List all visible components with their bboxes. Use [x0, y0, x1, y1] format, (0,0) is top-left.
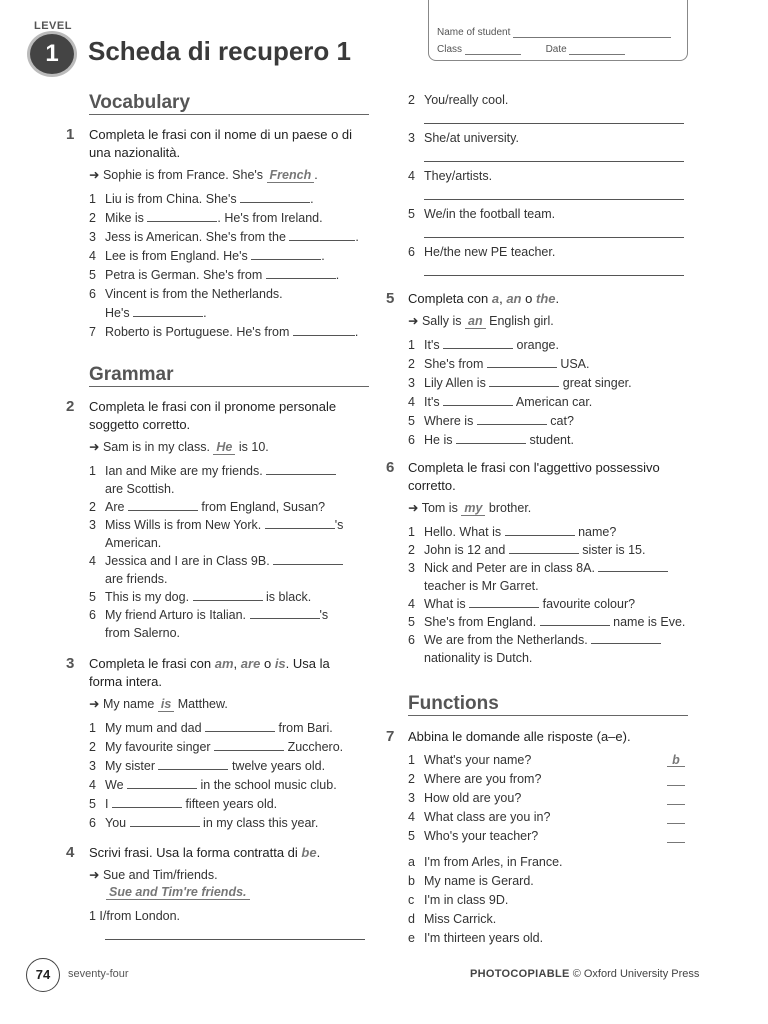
- question-text: What class are you in?: [424, 810, 551, 824]
- answer-blank[interactable]: [128, 498, 198, 511]
- item-text-after: . He's from Ireland.: [217, 211, 323, 225]
- exercise-item: [89, 247, 325, 265]
- item-text-after: American car.: [513, 395, 593, 409]
- exercise-item: 1 I/from London.: [89, 909, 181, 923]
- item-text: American.: [105, 536, 162, 550]
- item-text: My mum and dad: [105, 721, 202, 735]
- answer-blank[interactable]: [469, 595, 539, 608]
- answer-blank[interactable]: [251, 247, 321, 260]
- item-text: It's: [424, 338, 440, 352]
- item-number: 6: [89, 816, 96, 830]
- item-number: 4: [408, 169, 415, 183]
- item-number: 3: [408, 561, 415, 575]
- exercise-instruction: Completa le frasi con l'aggettivo possessivo corretto.: [408, 460, 660, 493]
- exercise-instruction: Completa le frasi con il nome di un paese o di una nazionalità.: [89, 127, 353, 160]
- item-number: 2: [89, 211, 96, 225]
- item-text-after: .: [321, 249, 325, 263]
- item-text: She's from: [424, 357, 484, 371]
- example-answer: Sue and Tim're friends.: [106, 883, 250, 901]
- example-answer: is: [158, 697, 174, 712]
- item-number: 4: [89, 554, 96, 568]
- answer-blank[interactable]: [443, 336, 513, 349]
- page-word: seventy-four: [68, 968, 129, 980]
- exercise-item: [89, 757, 325, 775]
- item-number: 2: [408, 357, 415, 371]
- option-letter: b: [408, 874, 415, 888]
- example-sentence: ➜ My name is Matthew.: [89, 697, 228, 711]
- exercise-item: [408, 167, 492, 185]
- option-text: I'm in class 9D.: [424, 893, 509, 907]
- item-number: 2: [89, 740, 96, 754]
- answer-line[interactable]: [424, 274, 684, 276]
- item-number: 7: [89, 325, 96, 339]
- item-text: are friends.: [105, 572, 168, 586]
- answer-blank[interactable]: [265, 516, 335, 529]
- item-text-after: USA.: [556, 357, 590, 371]
- answer-blank[interactable]: [147, 209, 217, 222]
- class-field[interactable]: [465, 44, 521, 55]
- exercise-item: [408, 412, 574, 430]
- item-text: Petra is German. She's from: [105, 268, 263, 282]
- item-text-after: .: [354, 325, 359, 339]
- exercise-item: [408, 243, 555, 261]
- exercise-item: [89, 266, 339, 284]
- option-text: I'm thirteen years old.: [424, 931, 544, 945]
- answer-blank[interactable]: [240, 190, 310, 203]
- item-number: 5: [89, 797, 96, 811]
- item-text-after: in my class this year.: [199, 816, 319, 830]
- item-text: You: [105, 816, 127, 830]
- answer-blank[interactable]: [505, 523, 575, 536]
- answer-blank[interactable]: [289, 228, 355, 241]
- item-number: 3: [89, 230, 96, 244]
- answer-blank[interactable]: [133, 304, 203, 317]
- exercise-number: 1: [66, 126, 75, 143]
- item-text: This is my dog.: [105, 590, 190, 604]
- answer-blank[interactable]: [193, 588, 263, 601]
- item-text: nationality is Dutch.: [424, 651, 533, 665]
- exercise-item: [408, 336, 559, 354]
- copyright-text: © Oxford University Press: [572, 968, 700, 980]
- exercise-item: [89, 776, 337, 794]
- exercise-instruction: Scrivi frasi. Usa la forma contratta di be.: [89, 845, 321, 860]
- example-sentence: ➜ Sam is in my class. He is 10.: [89, 440, 269, 454]
- exercise-item: [408, 129, 519, 147]
- answer-blank[interactable]: [598, 559, 668, 572]
- exercise-item: [89, 534, 161, 552]
- example-answer: my: [461, 501, 485, 516]
- item-text-after: .: [203, 306, 207, 320]
- item-text: Lee is from England. He's: [105, 249, 248, 263]
- item-text-after: Zucchero.: [284, 740, 344, 754]
- answer-blank[interactable]: [130, 814, 200, 827]
- item-text: Ian and Mike are my friends.: [105, 464, 263, 478]
- item-number: 6: [408, 245, 415, 259]
- match-answer-blank[interactable]: [667, 827, 685, 843]
- example-answer: French: [267, 168, 315, 183]
- item-text: They/artists.: [424, 169, 493, 183]
- answer-blank[interactable]: [293, 323, 355, 336]
- example-answer: an: [465, 314, 486, 329]
- option-letter: a: [408, 855, 415, 869]
- item-text-after: favourite colour?: [539, 597, 636, 611]
- date-field[interactable]: [569, 44, 625, 55]
- option-text: I'm from Arles, in France.: [424, 855, 563, 869]
- exercise-item: [89, 498, 325, 516]
- item-number: 6: [408, 433, 415, 447]
- exercise-item: [89, 588, 311, 606]
- item-text: My sister: [105, 759, 155, 773]
- item-number: 3: [408, 376, 415, 390]
- example-answer: He: [213, 440, 235, 455]
- item-text-after: in the school music club.: [197, 778, 337, 792]
- exercise-number: 4: [66, 844, 75, 861]
- item-text: Mike is: [105, 211, 144, 225]
- item-text: Jess is American. She's from the: [105, 230, 286, 244]
- exercise-item: [408, 631, 661, 649]
- option-text: My name is Gerard.: [424, 874, 534, 888]
- exercise-item: [408, 374, 632, 392]
- item-number: 2: [408, 93, 415, 107]
- item-text: Hello. What is: [424, 525, 502, 539]
- answer-blank[interactable]: [540, 613, 610, 626]
- item-text: Lily Allen is: [424, 376, 486, 390]
- answer-blank[interactable]: [266, 462, 336, 475]
- exercise-item: [408, 355, 590, 373]
- question-item: [408, 827, 538, 845]
- item-text-after: name is Eve.: [609, 615, 686, 629]
- exercise-item: [408, 559, 668, 577]
- question-text: Where are you from?: [424, 772, 542, 786]
- item-text-after: .: [355, 230, 359, 244]
- answer-blank[interactable]: [250, 606, 320, 619]
- photocopiable-label: PHOTOCOPIABLE: [470, 968, 570, 980]
- answer-blank[interactable]: [456, 431, 526, 444]
- item-number: 6: [89, 287, 96, 301]
- item-number: 5: [408, 414, 415, 428]
- answer-blank[interactable]: [509, 541, 579, 554]
- item-text: He is: [424, 433, 453, 447]
- item-text-after: name?: [574, 525, 617, 539]
- question-item: [408, 789, 521, 807]
- item-text-after: 's: [334, 518, 344, 532]
- item-number: 4: [408, 810, 415, 824]
- item-text-after: orange.: [513, 338, 559, 352]
- exercise-item: [89, 323, 358, 341]
- exercise-item: [89, 190, 314, 208]
- item-text: We/in the football team.: [424, 207, 556, 221]
- example-sentence: ➜ Sue and Tim/friends.: [89, 868, 218, 882]
- answer-blank[interactable]: [127, 776, 197, 789]
- answer-blank[interactable]: [214, 738, 284, 751]
- exercise-number: 7: [386, 728, 395, 745]
- level-number: 1: [30, 34, 74, 74]
- exercise-number: 3: [66, 655, 75, 672]
- item-text: What is: [424, 597, 466, 611]
- exercise-item: [89, 624, 180, 642]
- item-text-after: sister is 15.: [578, 543, 646, 557]
- answer-option: [408, 910, 496, 928]
- exercise-item: [408, 613, 685, 631]
- item-text: Liu is from China. She's: [105, 192, 237, 206]
- item-text: Where is: [424, 414, 474, 428]
- question-text: How old are you?: [424, 791, 522, 805]
- item-number: 3: [408, 791, 415, 805]
- option-letter: e: [408, 931, 415, 945]
- exercise-item: [89, 719, 333, 737]
- exercise-instruction: Abbina le domande alle risposte (a–e).: [408, 729, 631, 744]
- item-number: 4: [408, 395, 415, 409]
- item-text-after: fifteen years old.: [181, 797, 278, 811]
- answer-blank[interactable]: [273, 552, 343, 565]
- answer-blank[interactable]: [158, 757, 228, 770]
- exercise-item: [89, 795, 277, 813]
- item-number: 5: [408, 615, 415, 629]
- exercise-item: [408, 393, 592, 411]
- answer-line[interactable]: [424, 160, 684, 162]
- item-number: 3: [89, 759, 96, 773]
- answer-option: [408, 929, 543, 947]
- answer-blank[interactable]: [205, 719, 275, 732]
- item-number: 1: [408, 753, 415, 767]
- exercise-item: [89, 209, 323, 227]
- exercise-item: [89, 552, 343, 570]
- item-number: 2: [89, 500, 96, 514]
- exercise-item: [408, 649, 532, 667]
- answer-blank[interactable]: [266, 266, 336, 279]
- answer-blank[interactable]: [443, 393, 513, 406]
- item-number: 6: [89, 608, 96, 622]
- page-number: 74: [26, 958, 60, 992]
- exercise-number: 2: [66, 398, 75, 415]
- item-text-after: .: [310, 192, 314, 206]
- item-text: You/really cool.: [424, 93, 509, 107]
- item-text-after: cat?: [546, 414, 574, 428]
- answer-option: [408, 872, 534, 890]
- exercise-item: [89, 228, 359, 246]
- answer-line[interactable]: [424, 198, 684, 200]
- item-text: She's from England.: [424, 615, 537, 629]
- answer-blank[interactable]: [477, 412, 547, 425]
- question-item: [408, 751, 531, 769]
- item-text-after: .: [335, 268, 340, 282]
- exercise-item: [89, 516, 343, 534]
- date-label: Date: [545, 44, 567, 55]
- match-answer-blank[interactable]: b: [667, 751, 685, 767]
- question-text: What's your name?: [424, 753, 532, 767]
- item-text: Nick and Peter are in class 8A.: [424, 561, 595, 575]
- name-field[interactable]: [513, 27, 671, 38]
- item-text: Roberto is Portuguese. He's from: [105, 325, 290, 339]
- option-text: Miss Carrick.: [424, 912, 497, 926]
- item-text-after: from England, Susan?: [197, 500, 326, 514]
- item-text: Vincent is from the Netherlands.: [105, 287, 283, 301]
- item-number: 6: [408, 633, 415, 647]
- exercise-item: [408, 205, 555, 223]
- match-answer-blank[interactable]: [667, 770, 685, 786]
- exercise-number: 5: [386, 290, 395, 307]
- item-text-after: student.: [525, 433, 574, 447]
- answer-blank[interactable]: [489, 374, 559, 387]
- item-number: 4: [408, 597, 415, 611]
- answer-blank[interactable]: [487, 355, 557, 368]
- vocabulary-heading: Vocabulary: [89, 92, 369, 115]
- level-badge: [30, 20, 76, 74]
- item-text: She/at university.: [424, 131, 519, 145]
- exercise-item: [408, 523, 616, 541]
- question-item: [408, 770, 541, 788]
- exercise-item: [408, 541, 645, 559]
- item-number: 3: [408, 131, 415, 145]
- item-text-after: from Bari.: [275, 721, 333, 735]
- answer-blank[interactable]: [591, 631, 661, 644]
- exercise-item: [408, 595, 635, 613]
- option-letter: d: [408, 912, 415, 926]
- answer-line[interactable]: [105, 938, 365, 940]
- example-sentence: ➜ Sophie is from France. She's French .: [89, 168, 318, 182]
- item-number: 5: [89, 590, 96, 604]
- item-number: 4: [89, 778, 96, 792]
- item-text: We are from the Netherlands.: [424, 633, 588, 647]
- exercise-item: [89, 570, 168, 588]
- item-text: My friend Arturo is Italian.: [105, 608, 247, 622]
- item-text: Miss Wills is from New York.: [105, 518, 262, 532]
- answer-line[interactable]: [424, 236, 684, 238]
- item-text: We: [105, 778, 124, 792]
- match-answer-blank[interactable]: [667, 789, 685, 805]
- exercise-instruction: Completa le frasi con am, are o is. Usa la forma intera.: [89, 656, 330, 689]
- exercise-number: 6: [386, 459, 395, 476]
- item-number: 1: [89, 464, 96, 478]
- exercise-item: [89, 814, 318, 832]
- exercise-item: [89, 462, 336, 480]
- exercise-item: [89, 738, 343, 756]
- item-text: Are: [105, 500, 125, 514]
- option-letter: c: [408, 893, 415, 907]
- example-sentence: ➜ Sally is an English girl.: [408, 314, 554, 328]
- item-text-after: great singer.: [559, 376, 632, 390]
- exercise-item: [89, 606, 328, 624]
- item-text: I: [105, 797, 109, 811]
- name-label: Name of student: [437, 27, 511, 38]
- item-text: My favourite singer: [105, 740, 211, 754]
- item-text-after: 's: [319, 608, 329, 622]
- exercise-item: [408, 431, 574, 449]
- answer-option: [408, 853, 563, 871]
- exercise-item: [89, 304, 207, 322]
- level-label: LEVEL: [34, 20, 72, 32]
- exercise-instruction: Completa le frasi con il pronome personale soggetto corretto.: [89, 399, 337, 432]
- item-text: John is 12 and: [424, 543, 506, 557]
- class-label: Class: [437, 44, 463, 55]
- item-number: 1: [408, 338, 415, 352]
- item-number: 2: [408, 543, 415, 557]
- item-number: 1: [408, 525, 415, 539]
- example-sentence: ➜ Tom is my brother.: [408, 501, 532, 515]
- item-number: 3: [89, 518, 96, 532]
- item-number: 1: [89, 721, 96, 735]
- item-text: from Salerno.: [105, 626, 181, 640]
- exercise-item: [89, 285, 283, 303]
- item-text-after: is black.: [262, 590, 312, 604]
- item-number: 5: [408, 207, 415, 221]
- item-number: 2: [408, 772, 415, 786]
- item-text: teacher is Mr Garret.: [424, 579, 539, 593]
- item-text: are Scottish.: [105, 482, 175, 496]
- item-text: He/the new PE teacher.: [424, 245, 556, 259]
- item-text: Jessica and I are in Class 9B.: [105, 554, 270, 568]
- exercise-item: [89, 480, 174, 498]
- question-item: [408, 808, 550, 826]
- item-number: 4: [89, 249, 96, 263]
- student-info-box: [428, 0, 688, 61]
- answer-option: [408, 891, 508, 909]
- functions-heading: Functions: [408, 693, 688, 716]
- exercise-item: [408, 577, 539, 595]
- grammar-heading: Grammar: [89, 364, 369, 387]
- page-title: Scheda di recupero 1: [88, 36, 351, 66]
- item-number: 5: [89, 268, 96, 282]
- item-number: 5: [408, 829, 415, 843]
- match-answer-blank[interactable]: [667, 808, 685, 824]
- item-text-after: twelve years old.: [228, 759, 326, 773]
- item-text: It's: [424, 395, 440, 409]
- item-text: He's: [105, 306, 130, 320]
- exercise-item: [408, 91, 508, 109]
- answer-line[interactable]: [424, 122, 684, 124]
- exercise-instruction: Completa con a, an o the.: [408, 291, 560, 306]
- answer-blank[interactable]: [112, 795, 182, 808]
- question-text: Who's your teacher?: [424, 829, 539, 843]
- item-number: 1: [89, 192, 96, 206]
- footer-credit: [470, 968, 699, 980]
